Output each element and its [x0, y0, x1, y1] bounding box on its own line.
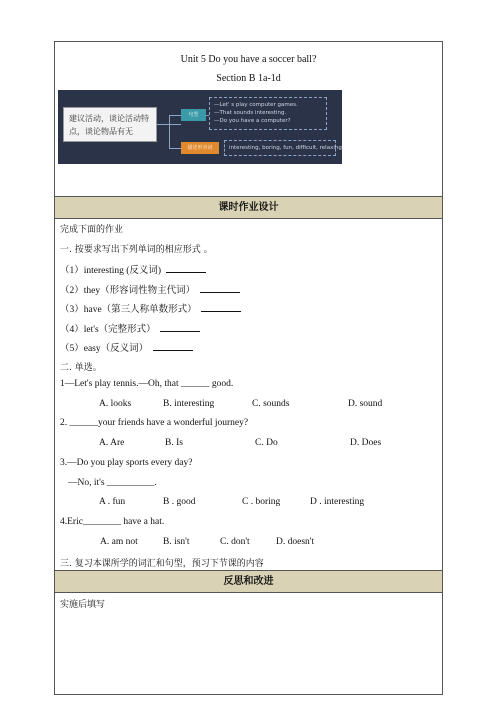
q1-option: A. looks: [99, 399, 132, 409]
part3-text: 三. 复习本课所学的词汇和句型，预习下节课的内容: [60, 559, 264, 569]
homework-heading: 课时作业设计: [218, 202, 279, 213]
question-2: 2. ______your friends have a wonderful journey?: [60, 418, 249, 428]
banner-tag-adjectives: 描述形容词: [181, 142, 219, 154]
banner-sentence: —Do you have a computer?: [214, 118, 291, 124]
reflection-heading: 反思和改进: [223, 576, 274, 587]
q3-option: C . boring: [242, 497, 281, 507]
part1-item: （2）they（形容词性物主代词）: [60, 282, 240, 296]
q4-option: B. isn't: [163, 537, 190, 547]
banner-tag-sentence: 句型: [181, 109, 206, 121]
q3-option: D . interesting: [310, 497, 365, 507]
homework-heading-band: [55, 197, 442, 218]
q4-option: A. am not: [100, 537, 138, 547]
banner-sentence: —Let' s play computer games.: [214, 102, 298, 108]
banner-sentence: —That sounds interesting.: [214, 110, 287, 116]
question-3: 3.—Do you play sports every day?: [60, 458, 193, 468]
part1-item: （5）easy（反义词）: [60, 340, 193, 354]
q2-option: A. Are: [99, 438, 125, 448]
homework-intro: 完成下面的作业: [60, 225, 124, 235]
part1-item: （4）let's（完整形式）: [60, 321, 200, 335]
part1-item: （1）interesting (反义词): [60, 262, 206, 276]
q4-option: C. don't: [220, 537, 250, 547]
question-1: 1—Let's play tennis.—Oh, that ______ good.: [60, 379, 234, 389]
mindmap-banner: [58, 90, 342, 164]
q1-option: B. interesting: [163, 399, 215, 409]
banner-goal-text: 建议活动，谈论活动特点，谈论物品有无: [63, 107, 157, 142]
part2-title: 二. 单选。: [60, 363, 102, 373]
banner-sentence-box: [209, 97, 327, 130]
q2-option: D. Does: [350, 438, 382, 448]
question-3-answer: —No, it's __________.: [68, 478, 157, 488]
banner-words-box: interesting, boring, fun, difficult, relaxing: [224, 140, 336, 156]
part1-title: 一. 按要求写出下列单词的相应形式 。: [60, 245, 213, 255]
unit-title: Unit 5 Do you have a soccer ball?: [180, 54, 317, 65]
q3-option: A . fun: [99, 497, 126, 507]
q1-option: D. sound: [348, 399, 383, 409]
q4-option: D. doesn't: [276, 537, 315, 547]
q3-option: B . good: [163, 497, 196, 507]
section-title: Section B 1a-1d: [216, 73, 281, 84]
q1-option: C. sounds: [252, 399, 290, 409]
part1-item: （3）have（第三人称单数形式）: [60, 301, 241, 315]
reflection-heading-band: [55, 571, 442, 592]
q2-option: C. Do: [255, 438, 278, 448]
reflection-note: 实施后填写: [60, 600, 106, 610]
question-4: 4.Eric________ have a hat.: [60, 517, 165, 527]
q2-option: B. Is: [165, 438, 183, 448]
